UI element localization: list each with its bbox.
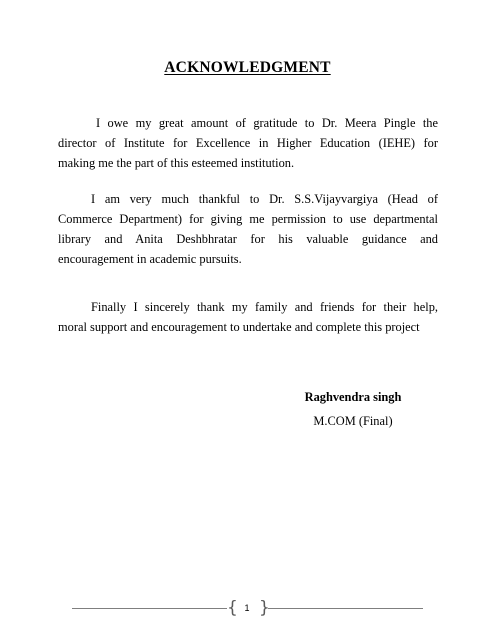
paragraph-line: director of Institute for Excellence in Higher Education (IEHE) for [58, 136, 438, 150]
footer-rule-right [268, 608, 423, 609]
paragraph-line: making me the part of this esteemed institution. [58, 156, 295, 170]
paragraph-family [58, 297, 438, 337]
paragraph-line: moral support and encouragement to undertake and complete this project [58, 320, 420, 334]
paragraph-line: encouragement in academic pursuits. [58, 252, 242, 266]
paragraph-gratitude [58, 113, 438, 173]
footer-bracket-right: } [259, 598, 270, 618]
paragraph-thanks [58, 189, 438, 269]
paragraph-line: Commerce Department) for giving me permission to use departmental [58, 212, 438, 226]
signature-name: Raghvendra singh [304, 390, 402, 404]
paragraph-line: library and Anita Deshbhratar for his valuable guidance and [58, 232, 438, 246]
signature-degree: M.COM (Final) [313, 414, 393, 428]
page-title: ACKNOWLEDGMENT [164, 59, 331, 76]
footer-rule-left [72, 608, 227, 609]
paragraph-line: I am very much thankful to Dr. S.S.Vijayvargiya (Head of [91, 192, 438, 206]
page-number: 1 [244, 603, 250, 613]
paragraph-line: I owe my great amount of gratitude to Dr. Meera Pingle the [96, 116, 438, 130]
paragraph-line: Finally I sincerely thank my family and friends for their help, [91, 300, 438, 314]
footer-bracket-left: { [227, 598, 238, 618]
